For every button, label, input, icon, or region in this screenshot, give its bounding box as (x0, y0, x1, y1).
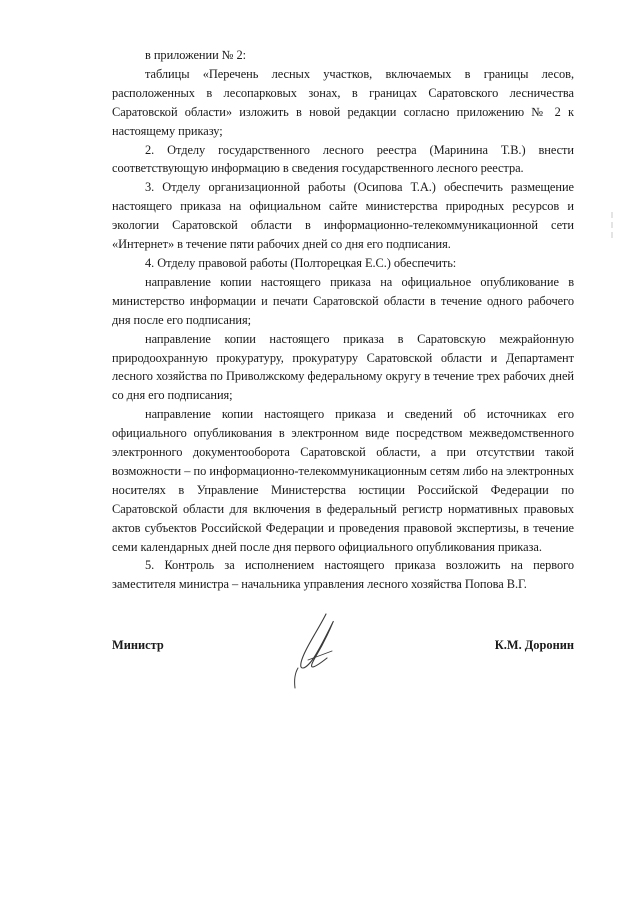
paragraph-table-title: таблицы «Перечень лесных участков, включаемых в границы лесов, расположенных в лесопарковых зонах, в границах Саратовского лесничества Саратовской области» изложить в новой редакции согласно приложению № 2 к настоящему приказу; (112, 66, 574, 138)
handwritten-signature-icon (286, 610, 356, 692)
document-body (112, 46, 574, 594)
paragraph-item-5: 5. Контроль за исполнением настоящего приказа возложить на первого заместителя министра – начальника управления лесного хозяйства Попова В.Г. (112, 558, 574, 592)
scan-artifact-mark (611, 212, 613, 238)
paragraph-item-3: 3. Отделу организационной работы (Осипова Т.А.) обеспечить размещение настоящего приказа на официальном сайте министерства природных ресурсов и экологии Саратовской области в информационно-телекоммуникационной сети «Интернет» в течение пяти рабочих дней со дня его подписания. (112, 180, 574, 252)
signatory-title: Министр (112, 638, 164, 652)
paragraph-item-4-sub-1: направление копии настоящего приказа на официальное опубликование в министерство информации и печати Саратовской области в течение одного рабочего дня после его подписания; (112, 274, 574, 327)
signature-block (112, 628, 574, 708)
paragraph-item-2: 2. Отделу государственного лесного реестра (Маринина Т.В.) внести соответствующую информацию в сведения государственного лесного реестра. (112, 142, 574, 176)
paragraph-item-4-sub-3: направление копии настоящего приказа и сведений об источниках его официального опубликования в электронном виде посредством межведомственного электронного документооборота Саратовской области, а при отсутствии такой возможности – по информационно-телекоммуникационным сетям либо на электронных носителях в Управление Министерства юстиции Российской Федерации по Саратовской области для включения в федеральный регистр нормативных правовых актов субъектов Российской Федерации и проведения правовой экспертизы, в течение семи календарных дней после дня первого официального опубликования приказа. (112, 407, 574, 554)
paragraph-item-4: 4. Отделу правовой работы (Полторецкая Е.С.) обеспечить: (145, 255, 457, 270)
paragraph-appendix-ref: в приложении № 2: (145, 48, 247, 62)
signatory-name: К.М. Доронин (494, 638, 574, 652)
paragraph-item-4-sub-2: направление копии настоящего приказа в Саратовскую межрайонную природоохранную прокуратуру, прокуратуру Саратовской области и Департамент лесного хозяйства по Приволжскому федеральному округу в течение трех рабочих дней со дня его подписания; (112, 331, 574, 403)
